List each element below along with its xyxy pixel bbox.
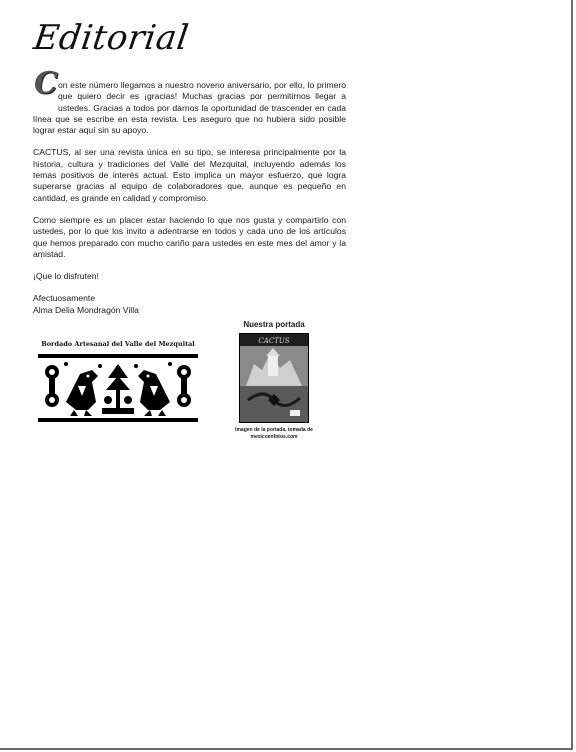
embroidery-image xyxy=(36,352,200,424)
embroidery-caption: Bordado Artesanal del Valle del Mezquital xyxy=(41,340,195,348)
cover-caption: Imagen de la portada, tomada de mexicoenfotos.com xyxy=(235,427,313,440)
signoff: Afectuosamente xyxy=(33,293,96,304)
cover-image xyxy=(239,333,309,423)
page-title: Editorial xyxy=(31,18,192,58)
paragraph-1: C on este número llegamos a nuestro noveno aniversario, por ello, lo primero que quiero decir es ¡gracias! Muchas gracias por permitirnos llegar a ustedes. Gracias a todos por darnos la oportunidad de trascender en cada línea que se escribe en esta revista. Les aseguro que no hubiera sido posible lograr estar aquí sin su apoyo. xyxy=(33,66,346,136)
paragraph-3: Como siempre es un placer estar haciendo lo que nos gusta y compartirlo con ustedes, por lo que los invito a adentrarse en todos y cada uno de los artículos que hemos preparado con mucho cariño para ustedes en este mes del amor y la amistad. xyxy=(33,214,346,259)
paragraph-2: CACTUS, al ser una revista única en su tipo, se interesa principalmente por la historia, cultura y tradiciones del Valle del Mezquital, incluyendo además los temas positivos de interés actual. Esto implica un mayor esfuerzo, que logra superarse gracias al equipo de colaboradores que, aunque es pequeño en cantidad, es grande en calidad y compromiso. xyxy=(33,147,346,203)
cover-heading: Nuestra portada xyxy=(243,320,305,329)
signature: Alma Delia Mondragón Villa xyxy=(33,304,139,315)
editorial-body xyxy=(33,66,346,316)
embroidery-figure xyxy=(36,340,200,429)
cover-figure xyxy=(232,320,316,441)
paragraph-4: ¡Que lo disfruten! xyxy=(33,271,99,282)
cover-title: CACTUS xyxy=(258,337,290,345)
drop-cap: C xyxy=(34,66,58,101)
